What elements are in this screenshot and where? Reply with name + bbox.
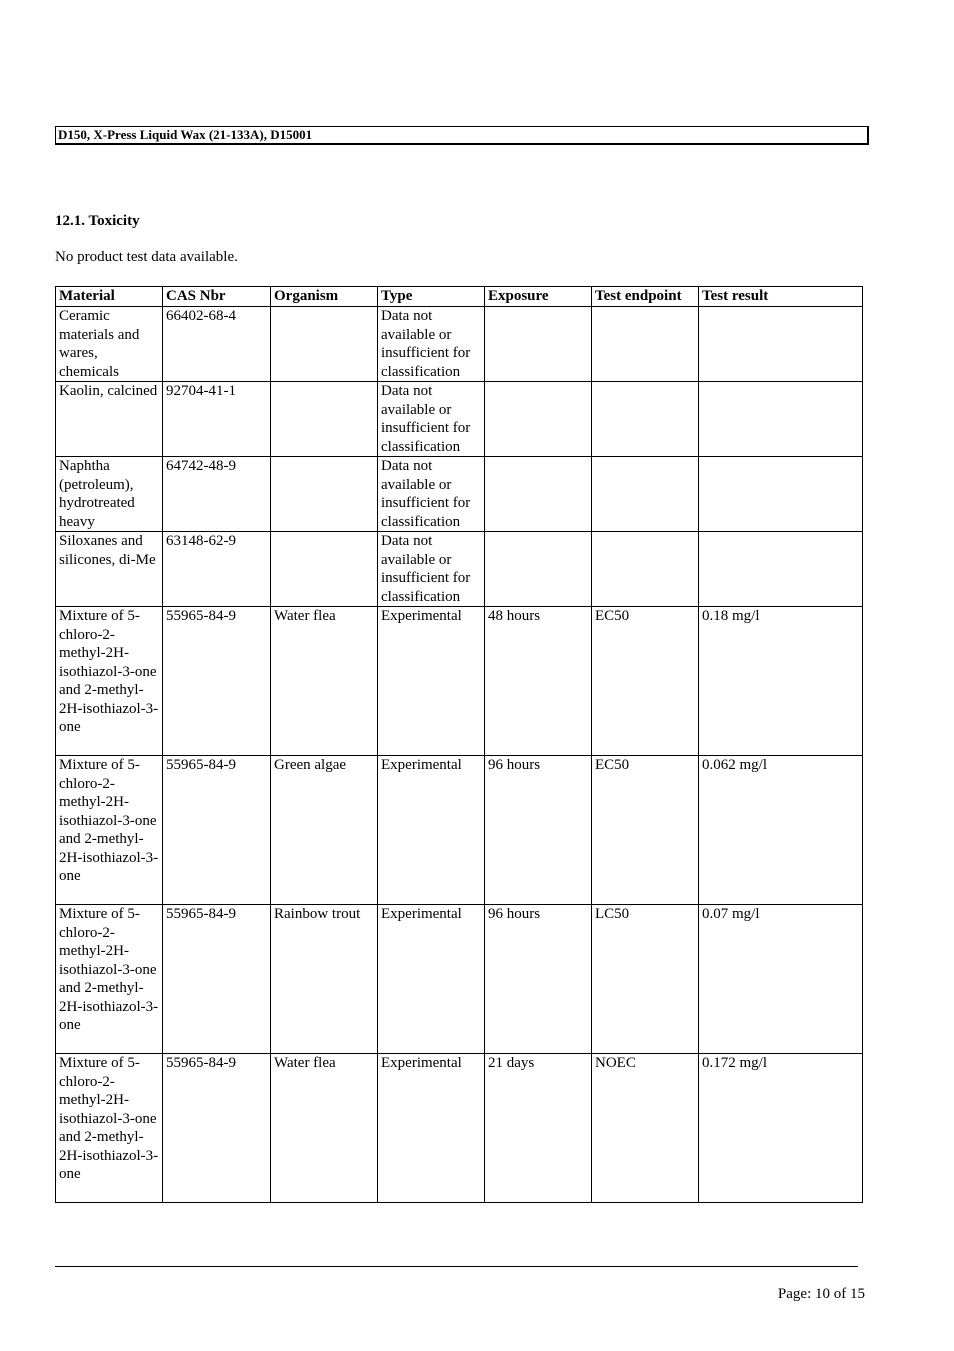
cell-exposure: 48 hours — [485, 607, 592, 756]
cell-test-endpoint: NOEC — [592, 1054, 699, 1203]
cell-cas-nbr: 92704-41-1 — [163, 382, 271, 457]
table-row — [56, 532, 863, 607]
header-test-endpoint: Test endpoint — [592, 287, 699, 307]
cell-exposure: 96 hours — [485, 756, 592, 905]
cell-test-result: 0.062 mg/l — [699, 756, 863, 905]
cell-test-result — [699, 307, 863, 382]
cell-exposure — [485, 307, 592, 382]
cell-test-endpoint: EC50 — [592, 607, 699, 756]
cell-type: Experimental — [378, 905, 485, 1054]
cell-type: Experimental — [378, 607, 485, 756]
cell-test-result — [699, 382, 863, 457]
table-row — [56, 382, 863, 457]
cell-material: Mixture of 5-chloro-2-methyl-2H-isothiazol-3-one and 2-methyl-2H-isothiazol-3-one — [56, 1054, 163, 1203]
cell-exposure — [485, 457, 592, 532]
cell-material: Kaolin, calcined — [56, 382, 163, 457]
cell-organism: Water flea — [271, 607, 378, 756]
table-row — [56, 756, 863, 905]
cell-cas-nbr: 55965-84-9 — [163, 1054, 271, 1203]
cell-material: Mixture of 5-chloro-2-methyl-2H-isothiazol-3-one and 2-methyl-2H-isothiazol-3-one — [56, 756, 163, 905]
cell-test-result — [699, 457, 863, 532]
cell-test-endpoint — [592, 307, 699, 382]
footer-divider — [55, 1266, 858, 1267]
cell-type: Data not available or insufficient for classification — [378, 532, 485, 607]
cell-material: Mixture of 5-chloro-2-methyl-2H-isothiazol-3-one and 2-methyl-2H-isothiazol-3-one — [56, 607, 163, 756]
cell-organism: Water flea — [271, 1054, 378, 1203]
cell-cas-nbr: 64742-48-9 — [163, 457, 271, 532]
cell-type: Data not available or insufficient for classification — [378, 307, 485, 382]
cell-organism — [271, 532, 378, 607]
cell-exposure: 96 hours — [485, 905, 592, 1054]
cell-cas-nbr: 63148-62-9 — [163, 532, 271, 607]
cell-exposure — [485, 382, 592, 457]
cell-cas-nbr: 55965-84-9 — [163, 607, 271, 756]
table-header-row — [56, 287, 863, 307]
cell-cas-nbr: 66402-68-4 — [163, 307, 271, 382]
cell-material: Siloxanes and silicones, di-Me — [56, 532, 163, 607]
cell-test-endpoint: EC50 — [592, 756, 699, 905]
cell-organism — [271, 382, 378, 457]
toxicity-table — [55, 286, 863, 1203]
cell-material: Mixture of 5-chloro-2-methyl-2H-isothiazol-3-one and 2-methyl-2H-isothiazol-3-one — [56, 905, 163, 1054]
cell-cas-nbr: 55965-84-9 — [163, 905, 271, 1054]
cell-type: Data not available or insufficient for classification — [378, 457, 485, 532]
cell-test-result: 0.18 mg/l — [699, 607, 863, 756]
cell-type: Experimental — [378, 756, 485, 905]
cell-organism — [271, 307, 378, 382]
cell-organism — [271, 457, 378, 532]
intro-text: No product test data available. — [55, 249, 238, 265]
cell-test-result: 0.172 mg/l — [699, 1054, 863, 1203]
header-material: Material — [56, 287, 163, 307]
header-test-result: Test result — [699, 287, 863, 307]
product-header: D150, X-Press Liquid Wax (21-133A), D15001 — [55, 126, 869, 145]
cell-test-result — [699, 532, 863, 607]
page-number: Page: 10 of 15 — [777, 1286, 865, 1302]
cell-exposure: 21 days — [485, 1054, 592, 1203]
header-exposure: Exposure — [485, 287, 592, 307]
table-row — [56, 607, 863, 756]
cell-exposure — [485, 532, 592, 607]
cell-material: Ceramic materials and wares, chemicals — [56, 307, 163, 382]
cell-organism: Green algae — [271, 756, 378, 905]
cell-test-endpoint — [592, 382, 699, 457]
header-cas-nbr: CAS Nbr — [163, 287, 271, 307]
section-title: 12.1. Toxicity — [55, 213, 140, 229]
cell-cas-nbr: 55965-84-9 — [163, 756, 271, 905]
cell-test-result: 0.07 mg/l — [699, 905, 863, 1054]
cell-test-endpoint — [592, 532, 699, 607]
table-row — [56, 457, 863, 532]
table-row — [56, 307, 863, 382]
cell-type: Experimental — [378, 1054, 485, 1203]
table-row — [56, 905, 863, 1054]
cell-test-endpoint — [592, 457, 699, 532]
table-row — [56, 1054, 863, 1203]
header-organism: Organism — [271, 287, 378, 307]
cell-material: Naphtha (petroleum), hydrotreated heavy — [56, 457, 163, 532]
cell-type: Data not available or insufficient for classification — [378, 382, 485, 457]
cell-organism: Rainbow trout — [271, 905, 378, 1054]
cell-test-endpoint: LC50 — [592, 905, 699, 1054]
header-type: Type — [378, 287, 485, 307]
